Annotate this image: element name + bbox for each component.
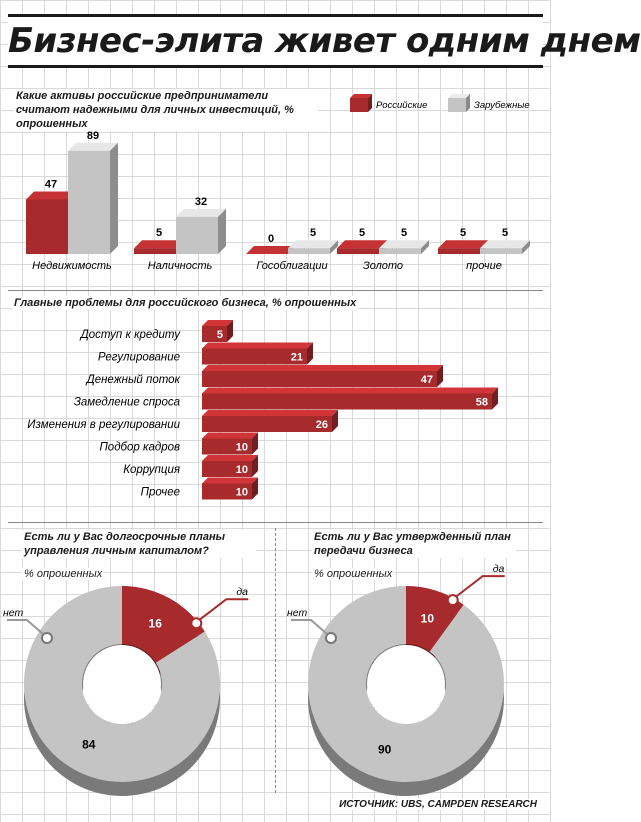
callout-no-dot	[326, 633, 336, 643]
callout-yes-line	[200, 599, 248, 619]
callout-yes-line	[457, 576, 505, 596]
legend-item-foreign-label: Зарубежные	[474, 100, 530, 111]
bar-top	[202, 433, 258, 439]
data-label: 10	[235, 486, 248, 499]
bar-top	[202, 455, 258, 461]
category-label: Изменения в регулировании	[27, 419, 180, 431]
donut-hole	[367, 645, 445, 723]
callout-no-dot	[42, 633, 52, 643]
pie1-title: Есть ли у Вас долгосрочные планы управления личным капиталом?	[22, 530, 256, 558]
legend	[350, 92, 545, 114]
page-title: Бизнес-элита живет одним днем	[8, 14, 543, 68]
bar-top	[202, 365, 443, 371]
category-label: Регулирование	[97, 351, 180, 364]
bar-top	[202, 410, 338, 416]
slice-yes-value: 16	[148, 616, 162, 631]
data-label-foreign: 5	[309, 227, 317, 240]
data-label-russian: 5	[358, 227, 366, 240]
bar	[202, 326, 227, 342]
data-label-russian: 5	[459, 227, 467, 240]
category-label: Золото	[362, 260, 404, 272]
category-label: Коррупция	[123, 464, 180, 476]
divider	[8, 290, 543, 291]
bar-russian	[134, 248, 176, 254]
pie1-subtitle: % опрошенных	[24, 568, 103, 580]
callout-no-line	[7, 620, 43, 634]
callout-yes-label: да	[492, 563, 505, 576]
bar-foreign-top	[288, 240, 338, 248]
callout-no-line	[291, 620, 327, 634]
data-label: 26	[315, 419, 328, 431]
bar	[202, 371, 437, 387]
bar-foreign-top	[480, 240, 530, 248]
bar-foreign	[379, 248, 421, 254]
data-label-foreign: 89	[86, 129, 100, 142]
pie2-title: Есть ли у Вас утвержденный план передачи бизнеса	[312, 530, 516, 558]
bar-top	[202, 478, 258, 484]
bar-foreign-top	[68, 143, 118, 151]
callout-yes-dot	[448, 595, 458, 605]
bar-top	[202, 388, 498, 394]
bar-top	[202, 343, 313, 349]
data-label: 5	[216, 329, 223, 341]
category-label: Денежный поток	[86, 374, 180, 386]
divider	[8, 522, 543, 523]
data-label-foreign: 5	[501, 227, 509, 240]
slice-no-value: 90	[377, 742, 392, 757]
data-label: 47	[420, 374, 433, 386]
data-label-russian: 47	[44, 178, 58, 191]
bar-russian-top	[438, 240, 488, 248]
category-label: Замедление спроса	[73, 396, 180, 409]
problems-chart-title: Главные проблемы для российского бизнеса, % опрошенных	[14, 297, 357, 309]
data-label: 10	[235, 441, 248, 454]
bar-foreign	[176, 217, 218, 254]
bar-foreign-top	[176, 209, 226, 217]
category-label: Наличность	[147, 260, 213, 272]
data-label-russian: 0	[267, 233, 275, 245]
bar-foreign	[480, 248, 522, 254]
category-label: Подбор кадров	[99, 441, 180, 454]
bar-foreign-side	[110, 143, 118, 254]
source-note: ИСТОЧНИК: UBS, CAMPDEN RESEARCH	[339, 799, 537, 810]
data-label: 21	[290, 351, 303, 364]
category-label: Прочее	[140, 486, 180, 499]
bar-russian	[438, 248, 480, 254]
category-label: Недвижимость	[32, 260, 112, 272]
callout-yes-dot	[191, 618, 201, 628]
problems-bar-chart	[0, 318, 551, 518]
bar-russian	[26, 199, 68, 254]
bar-foreign	[288, 248, 330, 254]
category-label: прочие	[466, 260, 502, 272]
category-label: Доступ к кредиту	[80, 329, 180, 341]
pie2-subtitle: % опрошенных	[314, 568, 393, 580]
callout-yes-label: да	[236, 586, 248, 599]
bar-foreign-top	[379, 240, 429, 248]
bar	[202, 394, 492, 410]
legend-item-russian-swatch	[350, 98, 368, 112]
legend-item-russian-label: Российские	[376, 100, 428, 111]
data-label-foreign: 32	[194, 195, 208, 208]
category-label: Гособлигации	[256, 260, 328, 272]
bar-foreign	[68, 151, 110, 254]
assets-bar-chart	[0, 120, 551, 280]
callout-no-label: нет	[2, 607, 24, 620]
data-label: 10	[235, 464, 248, 476]
data-label: 58	[475, 396, 488, 409]
data-label-foreign: 5	[400, 227, 408, 240]
data-label-russian: 5	[155, 227, 163, 240]
callout-no-label: нет	[286, 607, 308, 620]
bar-russian-top	[337, 240, 387, 248]
legend-item-foreign-swatch	[448, 98, 466, 112]
pie1-donut	[0, 560, 275, 800]
bar	[202, 416, 332, 432]
pie2-donut	[275, 560, 551, 800]
bar-russian	[337, 248, 379, 254]
donut-hole	[83, 645, 161, 723]
slice-no-value: 84	[82, 737, 96, 752]
slice-yes-value: 10	[420, 611, 435, 626]
assets-chart-title: Какие активы российские предприниматели считают надежными для личных инвестиций, % опрошенных	[14, 89, 318, 131]
